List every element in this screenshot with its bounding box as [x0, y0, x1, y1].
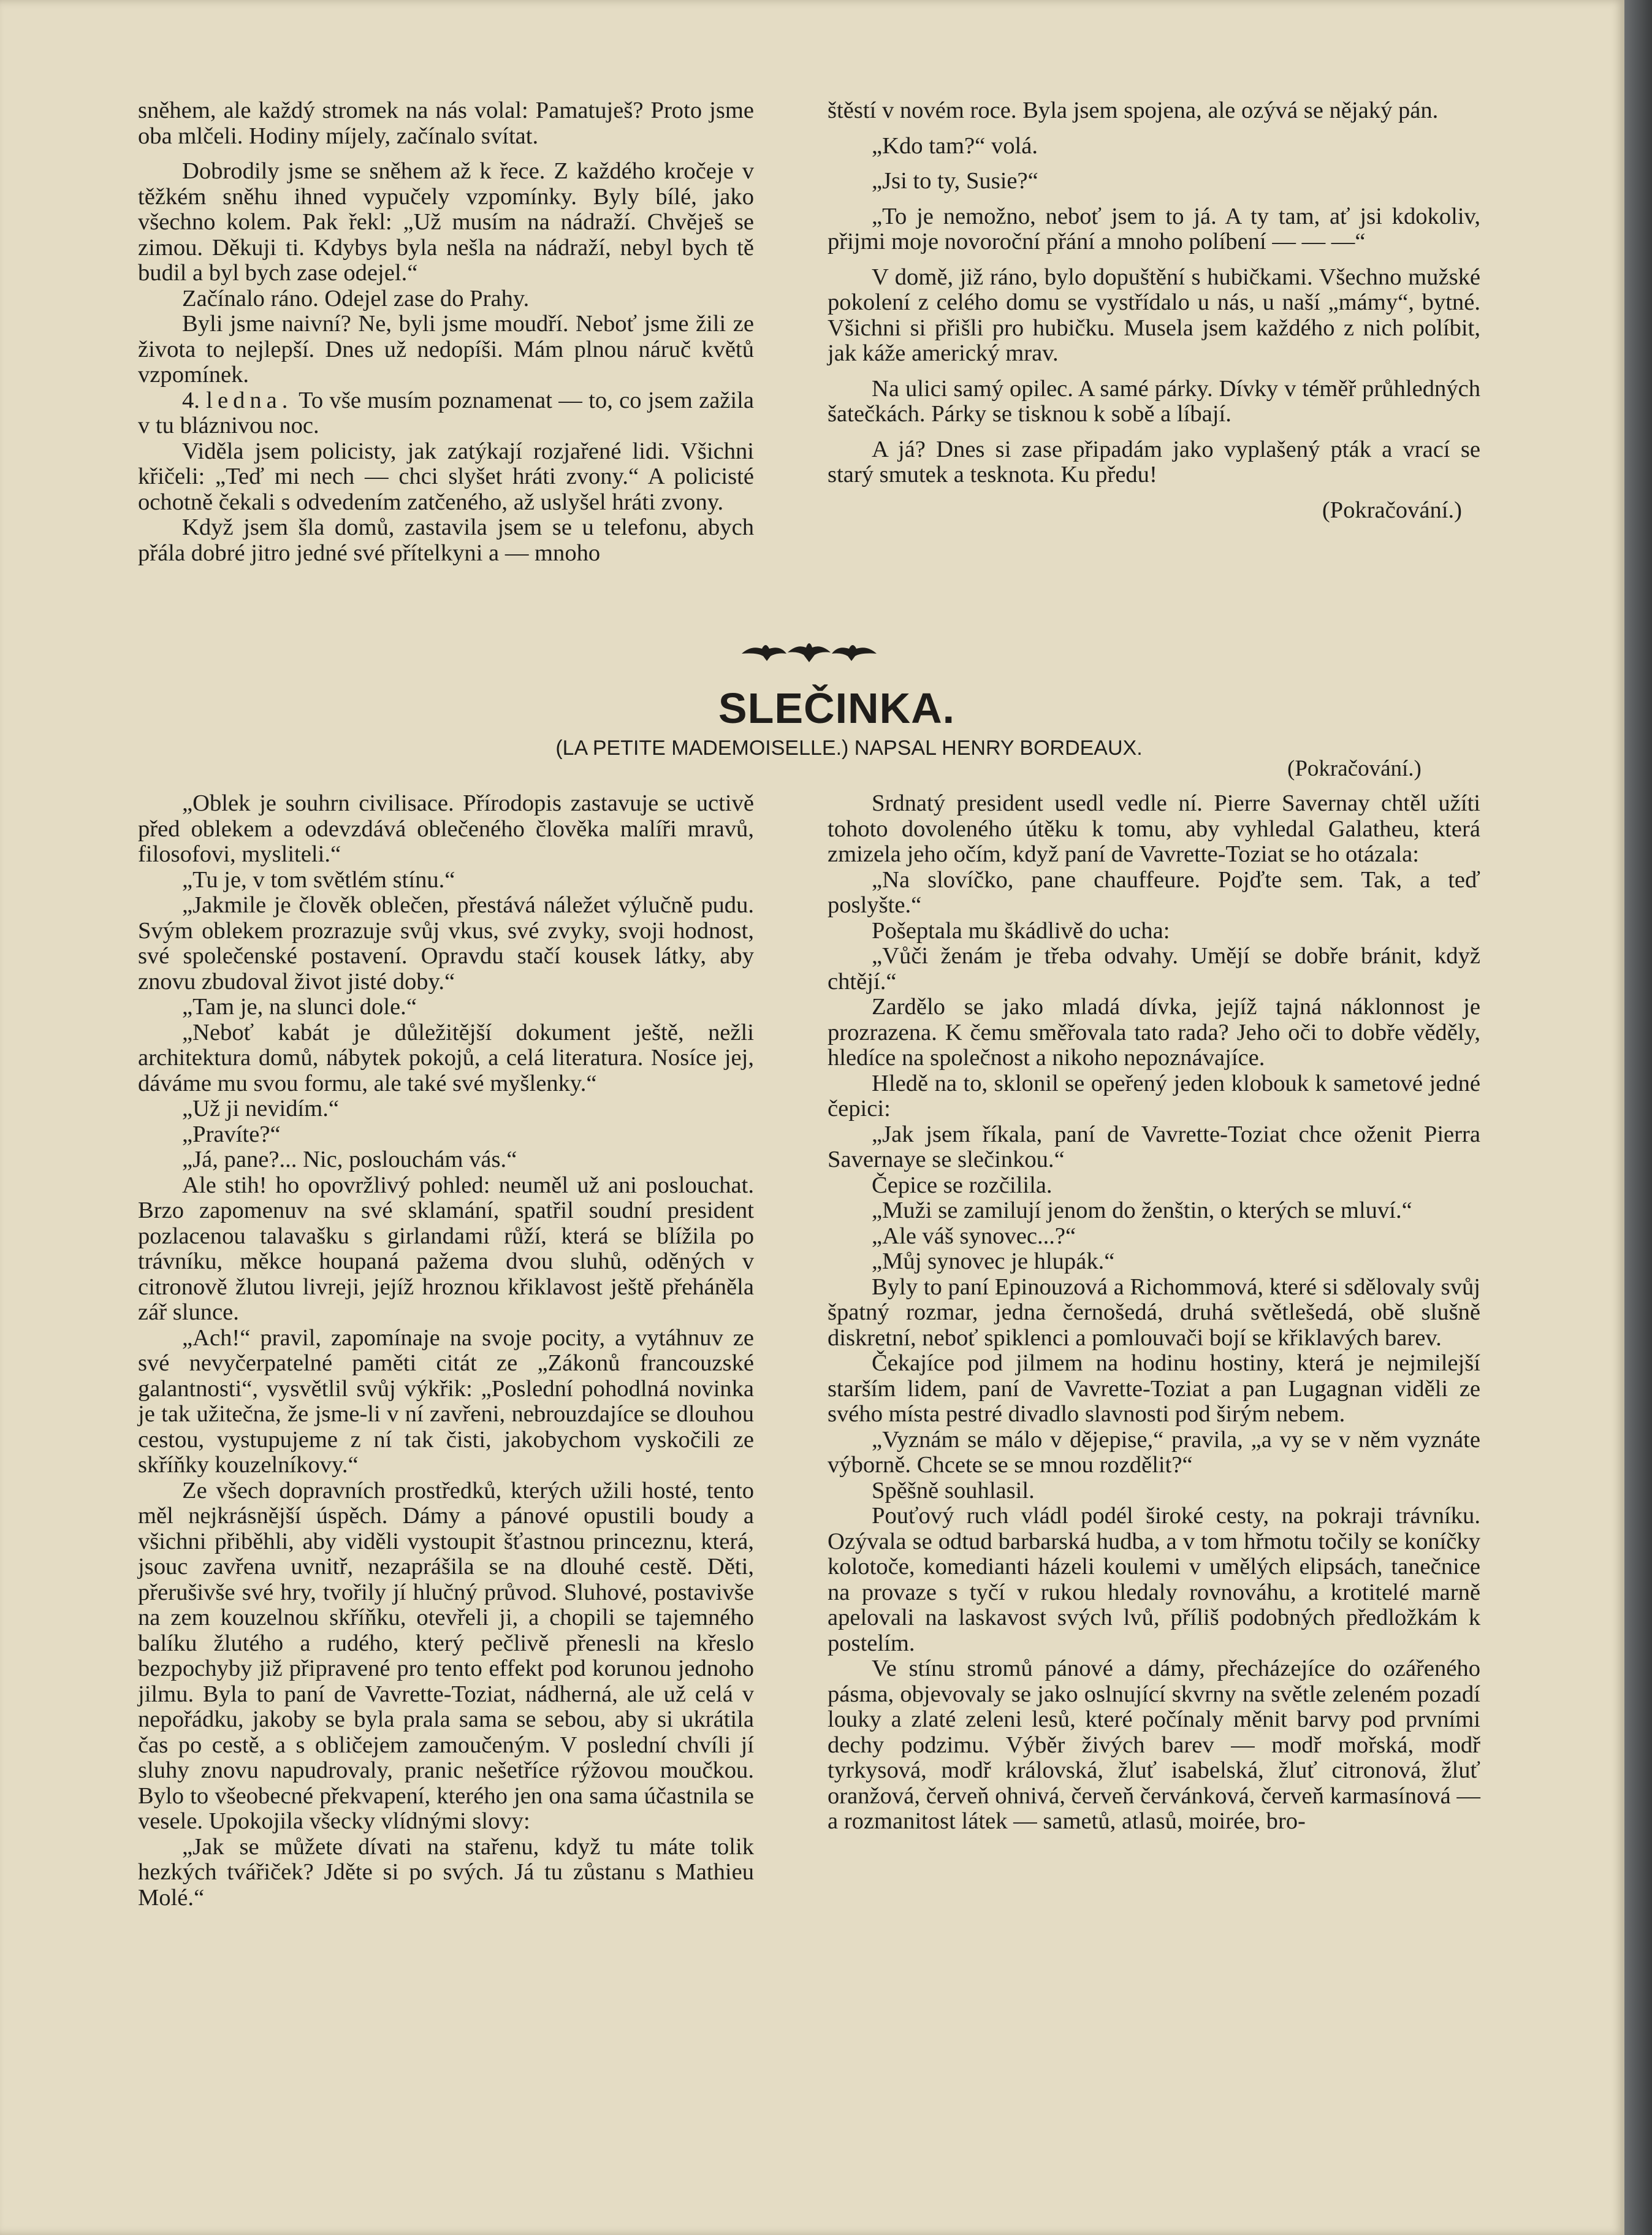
top-right-column — [828, 98, 1480, 523]
bottom-right-column — [828, 791, 1480, 1835]
paragraph: „Jsi to ty, Susie?“ — [872, 168, 1038, 194]
paragraph: štěstí v novém roce. Byla jsem spojena, ale ozývá se nějaký pán. — [828, 97, 1439, 123]
paragraph: Ale stih! ho opovržlivý pohled: neuměl už ani poslouchat. Brzo zapomenuv na své sklamání, spatřil soudní president pozlacenou talavašku s girlandami růží, která se blížila po trávníku, měkce houpaná pažema dvou sluhů, oděných v citronově žlutou livreji, jejíž hroznou křiklavost ještě přeháněla zář slunce. — [138, 1172, 754, 1325]
paragraph: sněhem, ale každý stromek na nás volal: Pamatuješ? Proto jsme oba mlčeli. Hodiny míjely, začínalo svítat. — [138, 97, 754, 149]
paragraph: „Na slovíčko, pane chauffeure. Pojďte sem. Tak, a teď poslyšte.“ — [828, 866, 1480, 918]
paragraph: Ze všech dopravních prostředků, kterých užili hosté, tento měl nejkrásnější úspěch. Dámy a pánové opustili boudy a všichni přiběhli, aby viděli vystoupit šťastnou princeznu, která, jsouc zavřena uvnitř, nezaprášila se na dlouhé cestě. Děti, přerušivše své hry, tvořily jí hlučný průvod. Sluhové, postavivše na zem kouzelnou skříňku, otevřeli ji, a chopili se tajemného balíku žlutého a rudého, který pečlivě přenesli na křeslo bezpochyby již připravené pro tento effekt pod korunou jednoho jilmu. Byla to paní de Vavrette-Toziat, nádherná, ale už celá v nepořádku, jakoby se byla prala sama se sebou, aby si ukrátila čas po cestě, a s obličejem zamoučeným. V poslední chvíli jí sluhy znovu napudrovaly, pranic nešetříce rýžovou moučkou. Bylo to všeobecné překvapení, kterého jen ona sama účastnila se vesele. Upokojila všecky vlídnými slovy: — [138, 1477, 754, 1834]
paragraph: Na ulici samý opilec. A samé párky. Dívky v téměř průhledných šatečkách. Párky se tisknou k sobě a líbají. — [828, 375, 1480, 427]
paragraph: „Já, pane?... Nic, poslouchám vás.“ — [182, 1147, 517, 1172]
bottom-left-column — [138, 791, 754, 1911]
top-left-column — [138, 98, 754, 566]
paragraph: „Tu je, v tom světlém stínu.“ — [182, 866, 455, 893]
paragraph: „Jak se můžete dívati na stařenu, když tu máte tolik hezkých tvářiček? Jděte si po svých. Já tu zůstanu s Mathieu Molé.“ — [138, 1833, 754, 1911]
page-edge-shadow — [1624, 0, 1652, 2235]
paragraph: „Tam je, na slunci dole.“ — [182, 994, 417, 1020]
date-word: ledna. — [206, 387, 293, 413]
article-subtitle: (LA PETITE MADEMOISELLE.) NAPSAL HENRY BORDEAUX. — [555, 736, 1143, 760]
paragraph: „Kdo tam?“ volá. — [872, 132, 1038, 159]
paragraph: Dobrodily jsme se sněhem až k řece. Z každého kročeje v těžkém sněhu ihned vypučely vzpomínky. Byly bílé, jako všechno kolem. Pak řekl: „Už musím na nádraží. Chvěješ se zimou. Děkuji ti. Kdybys byla nešla na nádraží, nebyl bych tě budil a byl bych zase odejel.“ — [138, 158, 754, 286]
paragraph: A já? Dnes si zase připadám jako vyplašený pták a vrací se starý smutek a tesknota. Ku předu! — [828, 436, 1480, 487]
paragraph: Zardělo se jako mladá dívka, jejíž tajná náklonnost je prozrazena. K čemu směřovala tato rada? Jeho oči to dobře věděly, hledíce na společnost a nikoho nepoznávajíce. — [828, 994, 1480, 1071]
paragraph: Začínalo ráno. Odejel zase do Prahy. — [182, 285, 530, 311]
paragraph: „Neboť kabát je důležitější dokument ještě, nežli architektura domů, nábytek pokojů, a celá literatura. Nosíce jej, dáváme mu svou formu, ale také své myšlenky.“ — [138, 1019, 754, 1096]
paragraph: „Muži se zamilují jenom do ženštin, o kterých se mluví.“ — [872, 1198, 1412, 1223]
paragraph: Ve stínu stromů pánové a dámy, přecházejíce do ozářeného pásma, objevovaly se jako oslnující skvrny na světle zeleném pozadí louky a zlaté zeleni lesů, které počínaly měnit barvy pod prvními dechy podzimu. Výběr živých barev — modř mořská, modř tyrkysová, modř královská, žluť isabelská, žluť citronová, žluť oranžová, červeň ohnivá, červeň červánková, červeň karmasínová — a rozmanitost látek — sametů, atlasů, moirée, bro- — [828, 1656, 1480, 1834]
paragraph: „Vyznám se málo v dějepise,“ pravila, „a vy se v něm vyznáte výborně. Chcete se se mnou rozdělit?“ — [828, 1426, 1480, 1478]
paragraph: „Oblek je souhrn civilisace. Přírodopis zastavuje se uctivě před oblekem a odevzdává oblečeného člověka malíři mravů, filosofovi, mysliteli.“ — [138, 790, 754, 867]
paragraph: Hledě na to, sklonil se opeřený jeden klobouk k sametové jedné čepici: — [828, 1070, 1480, 1121]
paragraph: Když jsem šla domů, zastavila jsem se u telefonu, abych přála dobré jitro jedné své přítelkyni a — mnoho — [138, 514, 754, 566]
date-number: 4. — [182, 387, 207, 413]
paragraph: Srdnatý president usedl vedle ní. Pierre Savernay chtěl užíti tohoto dovoleného útěku k tomu, aby vyhledal Galatheu, která zmizela jeho očím, když paní de Vavrette-Toziat se ho otázala: — [828, 790, 1480, 867]
paragraph: V domě, již ráno, bylo dopuštění s hubičkami. Všechno mužské pokolení z celého domu se vystřídalo u nás, u naší „mámy“, bytné. Všichni si přišli pro hubičku. Musela jsem každého z nich políbit, jak káže americký mrav. — [828, 264, 1480, 366]
paragraph: Čepice se rozčilila. — [872, 1172, 1052, 1198]
paragraph: „Vůči ženám je třeba odvahy. Umějí se dobře bránit, když chtějí.“ — [828, 943, 1480, 995]
paragraph-dated — [138, 388, 754, 439]
paragraph: „Jak jsem říkala, paní de Vavrette-Toziat chce oženit Pierra Savernaye se slečinkou.“ — [828, 1121, 1480, 1172]
paragraph: Pošeptala mu škádlivě do ucha: — [872, 917, 1170, 944]
paragraph: „To je nemožno, neboť jsem to já. A ty tam, ať jsi kdokoliv, přijmi moje novoroční přání a mnoho políbení — — —“ — [828, 203, 1480, 254]
paragraph: Byly to paní Epinouzová a Richommová, které si sdělovaly svůj špatný rozmar, jedna černošedá, druhá světlešedá, obě slušně diskretní, neboť spiklenci a pomlouvači bojí se křiklavých barev. — [828, 1274, 1480, 1351]
article-title: SLEČINKA. — [718, 684, 956, 732]
paragraph: Viděla jsem policisty, jak zatýkají rozjařené lidi. Všichni křičeli: „Teď mi nech — chci slyšet hráti zvony.“ A policisté ochotně čekali s odvedením zatčeného, až uslyšel hráti zvony. — [138, 438, 754, 515]
paragraph: „Ach!“ pravil, zapomínaje na svoje pocity, a vytáhnuv ze své nevyčerpatelné paměti citát ze „Zákonů francouzské galantnosti“, vysvětlil svůj výkřik: „Poslední pohodlná novinka je tak užitečna, že jsme-li v ní zavřeni, nebrouzdajíce se dlouhou cestou, vystupujeme z ní tak čisti, jakobychom vyskočili ze skříňky kouzelníkovy.“ — [138, 1324, 754, 1478]
paragraph: „Už ji nevidím.“ — [182, 1096, 340, 1121]
paragraph: „Jakmile je člověk oblečen, přestává náležet výlučně pudu. Svým oblekem prozrazuje svůj vkus, své zvyky, svoji hodnost, své společenské postavení. Opravdu stačí kousek látky, aby znovu zbudoval život jisté doby.“ — [138, 892, 754, 995]
paragraph: „Pravíte?“ — [182, 1121, 281, 1147]
paragraph: „Můj synovec je hlupák.“ — [872, 1248, 1115, 1274]
paragraph: Čekajíce pod jilmem na hodinu hostiny, která je nejmilejší starším lidem, paní de Vavrette-Toziat a pan Lugagnan viděli ze svého místa pestré divadlo slavnosti pod širým nebem. — [828, 1350, 1480, 1427]
paragraph: „Ale váš synovec...?“ — [872, 1223, 1076, 1249]
date-text: To vše musím poznamenat — to, co jsem zažila v tu bláznivou noc. — [138, 387, 754, 438]
continuation-label: (Pokračování.) — [1322, 497, 1462, 523]
ornament-divider — [739, 638, 880, 663]
paragraph: Spěšně souhlasil. — [872, 1477, 1035, 1503]
paragraph: Byli jsme naivní? Ne, byli jsme moudří. Neboť jsme žili ze života to nejlepší. Dnes už nedopíši. Mám plnou náruč květů vzpomínek. — [138, 311, 754, 388]
paragraph: Pouťový ruch vládl podél široké cesty, na pokraji trávníku. Ozývala se odtud barbarská hudba, a v tom hřmotu točily se koníčky kolotoče, komedianti házeli koulemi v umělých elipsách, tanečnice na provaze s tyčí v rukou hledaly rovnováhu, a krotitelé marně apelovali na laskavost svých lvů, příliš podobných předložkám k postelím. — [828, 1503, 1480, 1656]
continuation-label: (Pokračování.) — [1287, 756, 1422, 781]
